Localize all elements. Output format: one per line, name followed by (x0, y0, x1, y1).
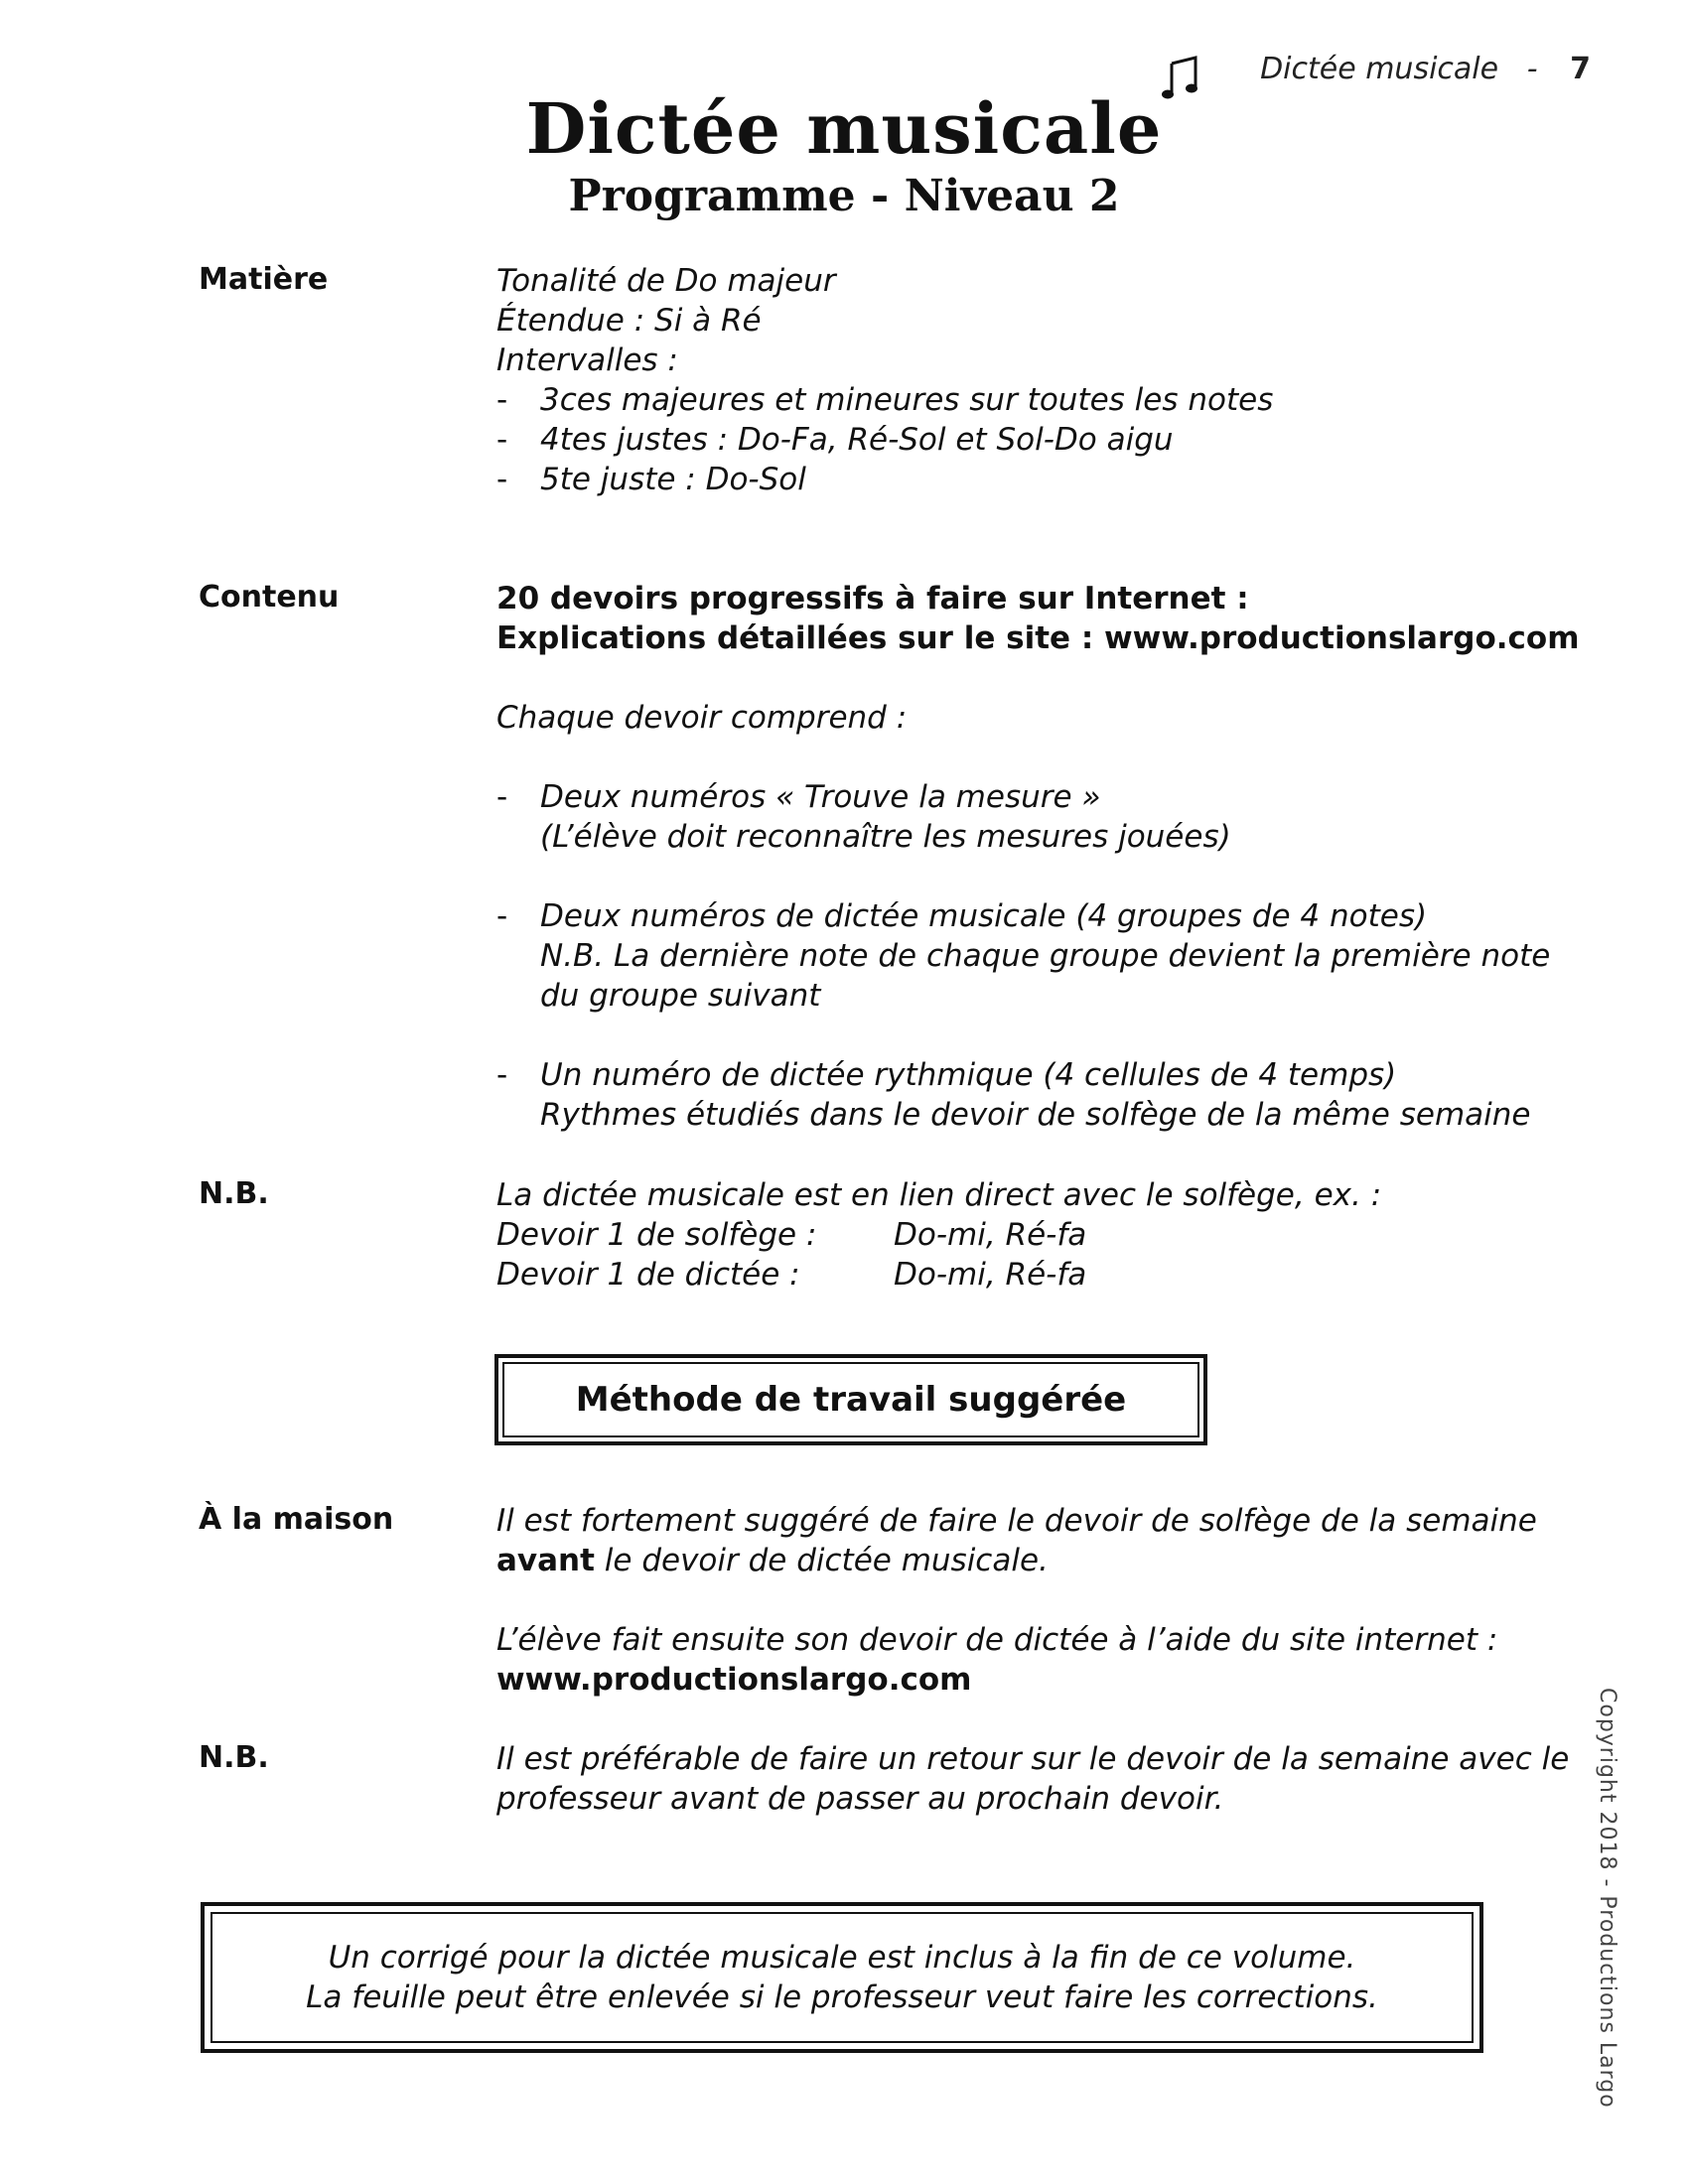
page-number: 7 (1570, 52, 1591, 86)
contenu-content (496, 579, 1580, 1135)
matiere-line: Étendue : Si à Ré (496, 303, 762, 339)
maison-line: L’élève fait ensuite son devoir de dictée à l’aide du site internet : (496, 1622, 1498, 1658)
maison-line: Il est fortement suggéré de faire le devoir de solfège de la semaine (496, 1503, 1537, 1539)
maison-line (496, 1541, 1569, 1580)
matiere-line: Intervalles : (496, 342, 678, 378)
list-item-text: 5te juste : Do-Sol (540, 462, 806, 497)
list-item-cont: Rythmes étudiés dans le devoir de solfège de la même semaine (540, 1097, 1531, 1133)
list-item: - Deux numéros « Trouve la mesure » (496, 779, 1101, 815)
method-box (494, 1354, 1207, 1445)
page-title: Dictée musicale (525, 87, 1163, 170)
nb1-row-left: Devoir 1 de dictée : (496, 1257, 800, 1293)
maison-emphasis: avant (496, 1543, 595, 1578)
list-item-cont: (L’élève doit reconnaître les mesures jouées) (540, 819, 1231, 855)
running-header (1260, 52, 1591, 86)
nb1-row (496, 1215, 1569, 1255)
list-item-text: Deux numéros de dictée musicale (4 groupes de 4 notes) (540, 898, 1428, 934)
nb1-row-right: Do-mi, Ré-fa (894, 1257, 1087, 1293)
corrige-line: Un corrigé pour la dictée musicale est inclus à la fin de ce volume. (328, 1940, 1356, 1976)
nb1-intro: La dictée musicale est en lien direct avec le solfège, ex. : (496, 1177, 1382, 1213)
nb1-row (496, 1255, 1569, 1295)
list-item-text: 4tes justes : Do-Fa, Ré-Sol et Sol-Do aigu (540, 422, 1174, 458)
list-item: - 5te juste : Do-Sol (496, 462, 806, 497)
maison-content (496, 1501, 1569, 1700)
nb1-content (496, 1175, 1569, 1295)
list-item: - 3ces majeures et mineures sur toutes les notes (496, 382, 1274, 418)
maison-site: www.productionslargo.com (496, 1662, 972, 1698)
copyright-notice: Copyright 2018 - Productions Largo (1595, 1688, 1619, 2109)
matiere-label: Matière (199, 262, 329, 297)
list-item-cont: du groupe suivant (540, 978, 821, 1014)
nb2-label: N.B. (199, 1740, 269, 1775)
contenu-intro: Chaque devoir comprend : (496, 700, 908, 736)
contenu-bold-line: 20 devoirs progressifs à faire sur Internet : (496, 581, 1249, 616)
nb1-label: N.B. (199, 1176, 269, 1211)
contenu-label: Contenu (199, 580, 340, 614)
running-title: Dictée musicale (1260, 52, 1499, 86)
corrige-box (201, 1902, 1483, 2053)
list-item: - 4tes justes : Do-Fa, Ré-Sol et Sol-Do aigu (496, 422, 1174, 458)
nb2-line: professeur avant de passer au prochain devoir. (496, 1781, 1224, 1817)
nb1-row-left: Devoir 1 de solfège : (496, 1217, 817, 1253)
list-item: - Deux numéros de dictée musicale (4 groupes de 4 notes) (496, 898, 1428, 934)
list-item-text: Un numéro de dictée rythmique (4 cellules de 4 temps) (540, 1057, 1397, 1093)
nb1-row-right: Do-mi, Ré-fa (894, 1217, 1087, 1253)
maison-label: À la maison (199, 1502, 394, 1537)
header-separator: - (1526, 52, 1538, 86)
list-item-cont: N.B. La dernière note de chaque groupe devient la première note (540, 938, 1551, 974)
method-title: Méthode de travail suggérée (502, 1362, 1199, 1437)
maison-line-rest: le devoir de dictée musicale. (594, 1543, 1049, 1578)
matiere-line: Tonalité de Do majeur (496, 263, 836, 299)
page-subtitle: Programme - Niveau 2 (568, 171, 1120, 221)
list-item-text: 3ces majeures et mineures sur toutes les notes (540, 382, 1274, 418)
contenu-site-line: Explications détaillées sur le site : www.productionslargo.com (496, 620, 1580, 656)
list-item: - Un numéro de dictée rythmique (4 cellules de 4 temps) (496, 1057, 1397, 1093)
nb2-line: Il est préférable de faire un retour sur le devoir de la semaine avec le (496, 1741, 1570, 1777)
list-item-text: Deux numéros « Trouve la mesure » (540, 779, 1101, 815)
nb2-content (496, 1739, 1569, 1819)
corrige-line: La feuille peut être enlevée si le professeur veut faire les corrections. (306, 1979, 1378, 2015)
matiere-content (496, 261, 1569, 499)
